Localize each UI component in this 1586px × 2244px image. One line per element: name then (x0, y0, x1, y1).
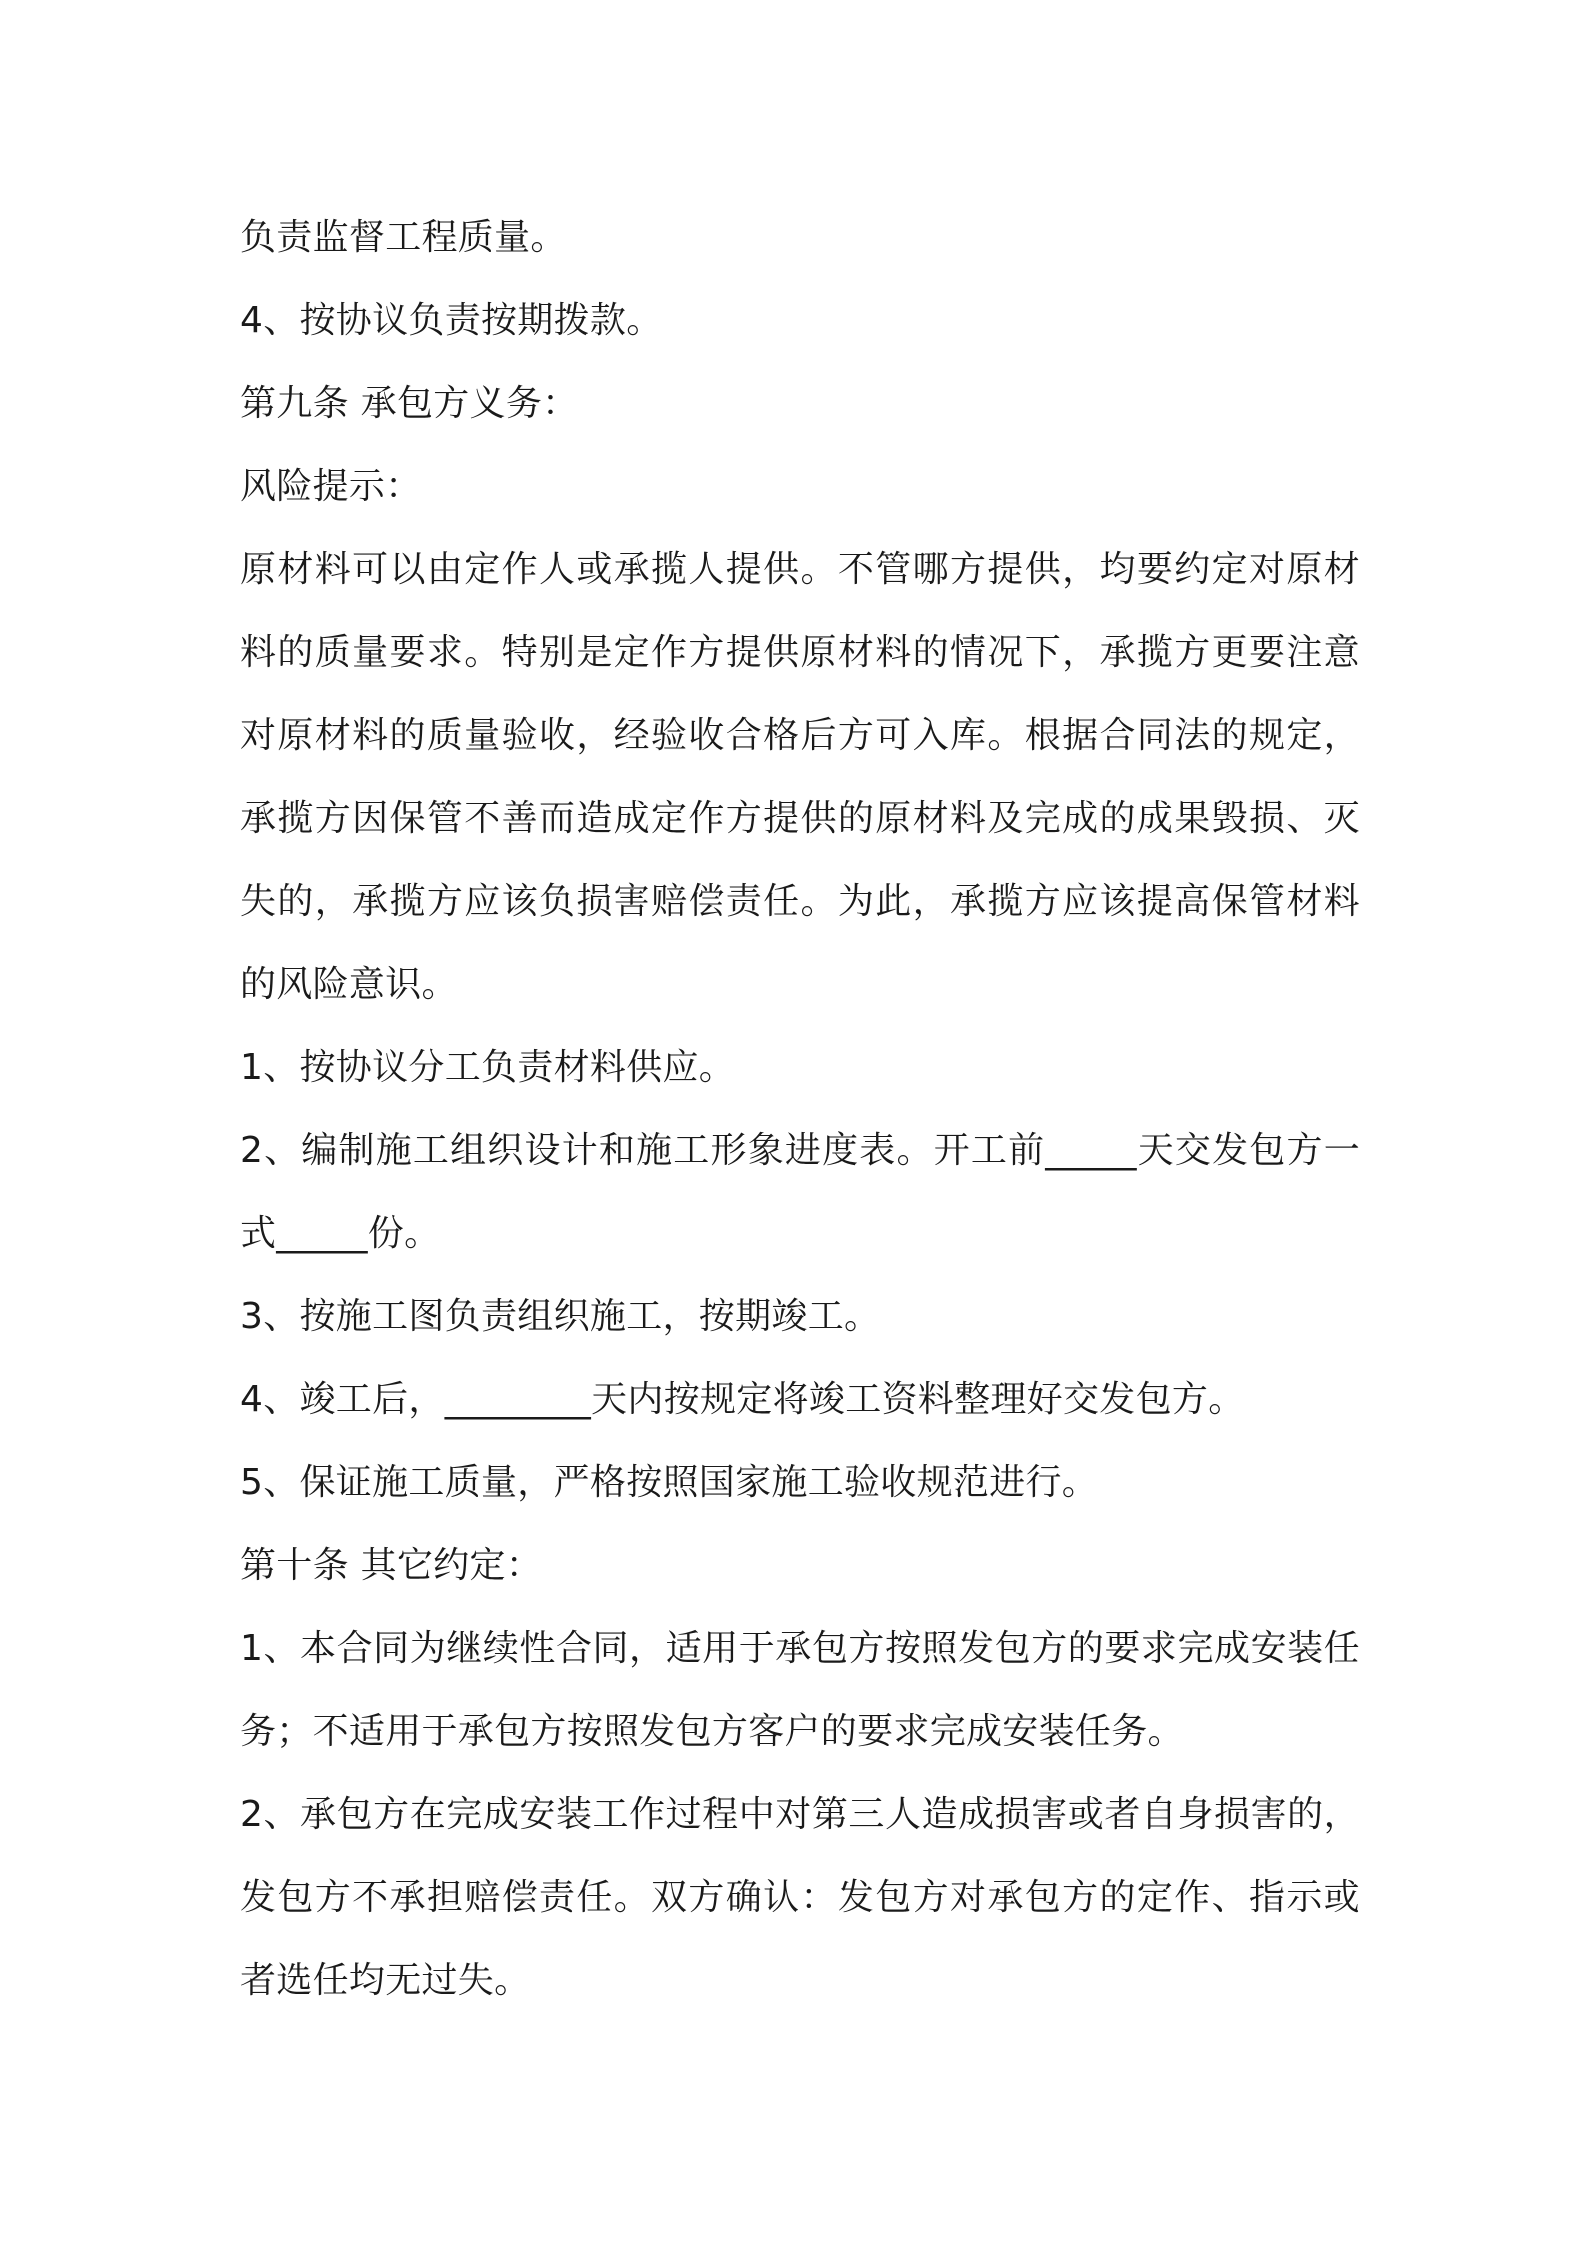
document-body (240, 196, 1360, 2022)
risk-notice-heading: 风险提示： (240, 466, 422, 507)
paragraph-payment-item-4: 4、按协议负责按期拨款。 (240, 300, 663, 341)
article-9-heading: 第九条 承包方义务： (240, 383, 579, 424)
other-agreement-item-1: 1、本合同为继续性合同，适用于承包方按照发包方的要求完成安装任务；不适用于承包方按照发包方客户的要求完成安装任务。 (240, 1628, 1360, 1752)
contractor-duty-item-2: 2、编制施工组织设计和施工形象进度表。开工前_____天交发包方一式_____份。 (240, 1130, 1360, 1254)
paragraph-supervise-quality: 负责监督工程质量。 (240, 217, 567, 258)
article-10-heading: 第十条 其它约定： (240, 1545, 543, 1586)
contractor-duty-item-4: 4、竣工后，________天内按规定将竣工资料整理好交发包方。 (240, 1379, 1245, 1420)
contractor-duty-item-5: 5、保证施工质量，严格按照国家施工验收规范进行。 (240, 1462, 1099, 1503)
contractor-duty-item-3: 3、按施工图负责组织施工，按期竣工。 (240, 1296, 881, 1337)
risk-notice-paragraph: 原材料可以由定作人或承揽人提供。不管哪方提供，均要约定对原材料的质量要求。特别是定作方提供原材料的情况下，承揽方更要注意对原材料的质量验收，经验收合格后方可入库。根据合同法的规定，承揽方因保管不善而造成定作方提供的原材料及完成的成果毁损、灭失的，承揽方应该负损害赔偿责任。为此，承揽方应该提高保管材料的风险意识。 (240, 549, 1360, 1005)
contractor-duty-item-1: 1、按协议分工负责材料供应。 (240, 1047, 736, 1088)
other-agreement-item-2: 2、承包方在完成安装工作过程中对第三人造成损害或者自身损害的，发包方不承担赔偿责任。双方确认：发包方对承包方的定作、指示或者选任均无过失。 (240, 1794, 1360, 2001)
